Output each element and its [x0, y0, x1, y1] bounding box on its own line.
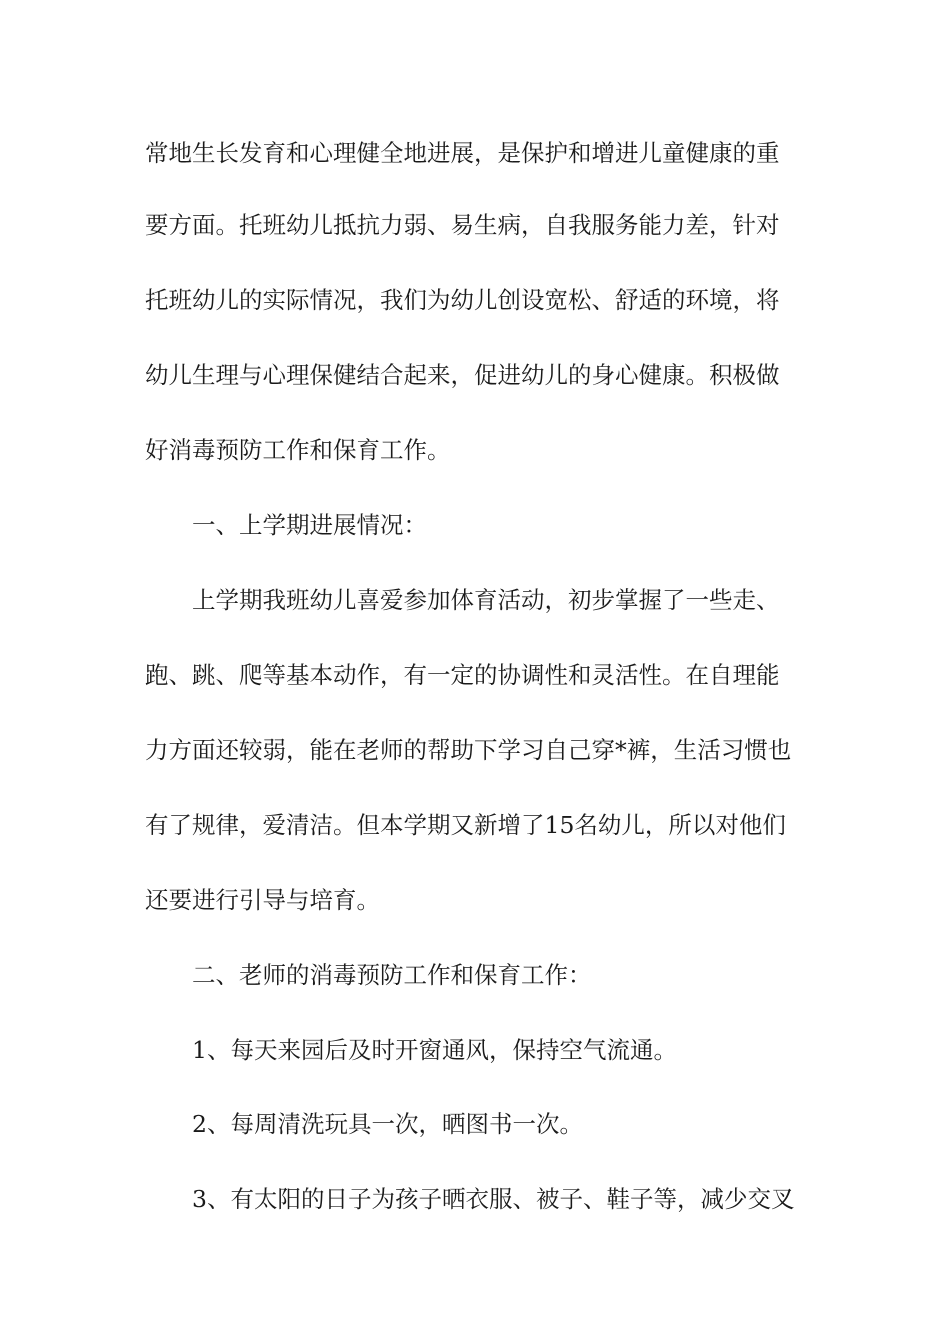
body-text-line: 常地生长发育和心理健全地进展，是保护和增进儿童健康的重	[145, 139, 780, 167]
body-text-line: 托班幼儿的实际情况，我们为幼儿创设宽松、舒适的环境，将	[145, 286, 780, 314]
body-text-line: 上学期我班幼儿喜爱参加体育活动，初步掌握了一些走、	[192, 586, 780, 614]
list-item: 2、每周清洗玩具一次，晒图书一次。	[192, 1110, 583, 1138]
body-text-line: 还要进行引导与培育。	[145, 886, 380, 914]
body-text-line: 要方面。托班幼儿抵抗力弱、易生病，自我服务能力差，针对	[145, 211, 780, 239]
body-text-line: 力方面还较弱，能在老师的帮助下学习自己穿*裤，生活习惯也	[145, 736, 792, 764]
section-heading: 一、上学期进展情况：	[192, 511, 427, 539]
body-text-line: 跑、跳、爬等基本动作，有一定的协调性和灵活性。在自理能	[145, 661, 780, 689]
list-item: 1、每天来园后及时开窗通风，保持空气流通。	[192, 1036, 677, 1064]
body-text-line: 好消毒预防工作和保育工作。	[145, 436, 451, 464]
section-heading: 二、老师的消毒预防工作和保育工作：	[192, 961, 592, 989]
list-item: 3、有太阳的日子为孩子晒衣服、被子、鞋子等，减少交叉	[192, 1185, 795, 1213]
body-text-line: 有了规律，爱清洁。但本学期又新增了15名幼儿，所以对他们	[145, 811, 786, 839]
body-text-line: 幼儿生理与心理保健结合起来，促进幼儿的身心健康。积极做	[145, 361, 780, 389]
